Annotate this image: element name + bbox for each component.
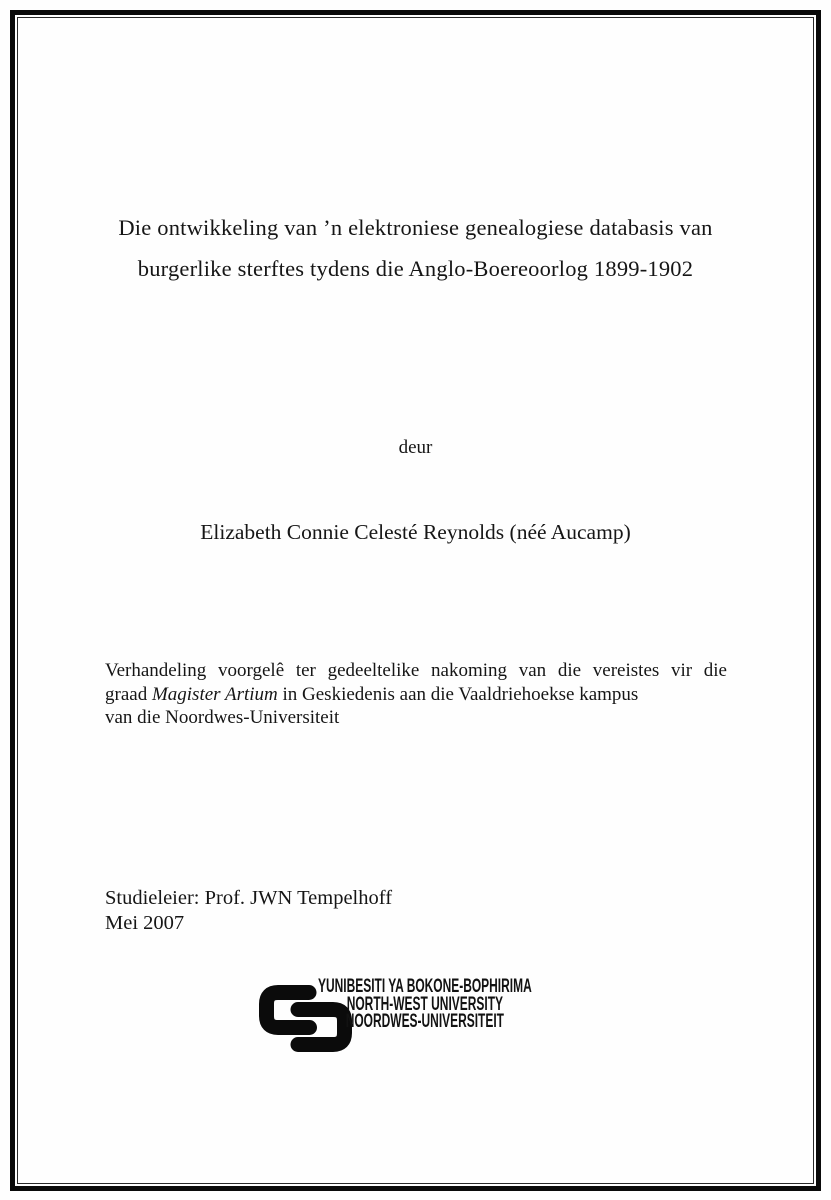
university-logo xyxy=(259,978,657,1052)
statement-line-1: Verhandeling voorgelê ter gedeeltelike nakoming van die vereistes vir die xyxy=(105,660,727,681)
university-name-setswana: YUNIBESITI YA BOKONE-BOPHIRIMA xyxy=(318,976,532,997)
page-content xyxy=(18,18,813,1183)
author-name: Elizabeth Connie Celesté Reynolds (néé Aucamp) xyxy=(200,520,631,544)
submission-statement xyxy=(105,659,727,730)
supervisor-block xyxy=(105,886,392,935)
statement-line-2-pre: graad xyxy=(105,683,152,705)
supervisor-line: Studieleier: Prof. JWN Tempelhoff xyxy=(105,887,393,909)
statement-line-2 xyxy=(105,683,727,707)
page-border-outer xyxy=(10,10,821,1191)
statement-line-2-post: in Geskiedenis aan die Vaaldriehoekse kampus xyxy=(277,683,639,705)
thesis-title xyxy=(18,207,813,289)
university-name-english: NORTH-WEST UNIVERSITY xyxy=(346,993,503,1015)
date-line: Mei 2007 xyxy=(105,911,185,934)
degree-name: Magister Artium xyxy=(151,683,278,705)
thesis-title-line-1: Die ontwikkeling van ’n elektroniese genealogiese databasis van xyxy=(118,215,713,240)
university-name-afrikaans: NOORDWES-UNIVERSITEIT xyxy=(345,1011,504,1032)
statement-line-3: van die Noordwes-Universiteit xyxy=(105,707,340,728)
page-border-inner xyxy=(17,17,814,1184)
byline: deur xyxy=(398,437,433,458)
university-logo-text xyxy=(318,978,532,1031)
thesis-title-line-2: burgerlike sterftes tydens die Anglo-Boereoorlog 1899-1902 xyxy=(137,256,694,281)
